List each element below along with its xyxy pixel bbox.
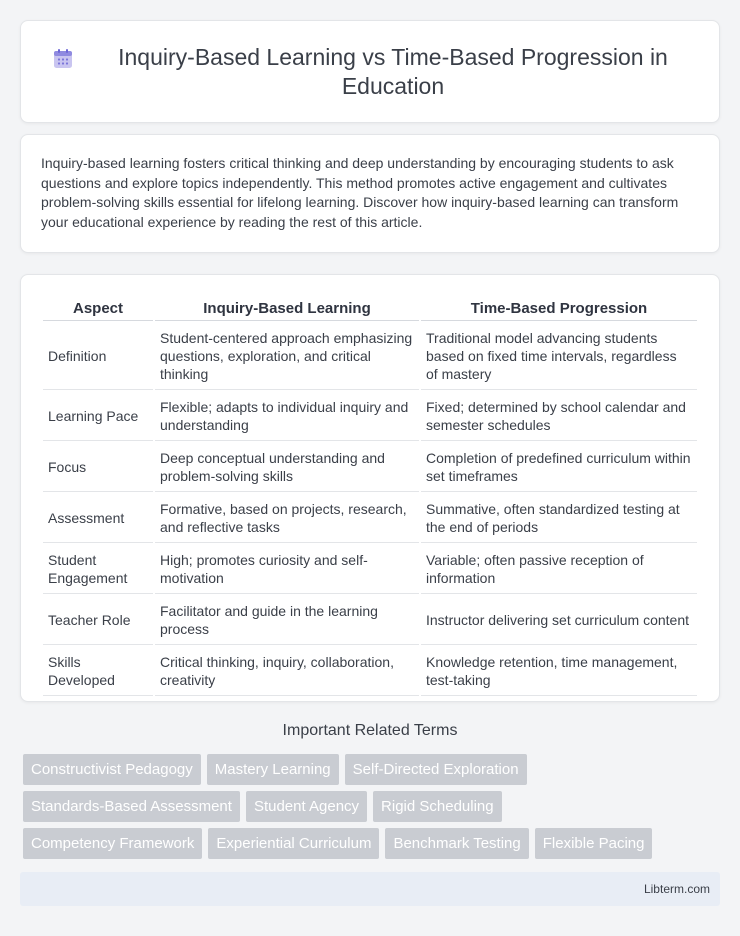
header-aspect: Aspect xyxy=(43,297,153,321)
aspect-cell: Teacher Role xyxy=(43,596,153,645)
comparison-table xyxy=(41,295,699,698)
time-cell: Fixed; determined by school calendar and semester schedules xyxy=(421,392,697,441)
aspect-cell: Assessment xyxy=(43,494,153,543)
term-tag[interactable]: Experiential Curriculum xyxy=(208,828,379,859)
time-cell: Completion of predefined curriculum within set timeframes xyxy=(421,443,697,492)
term-tag[interactable]: Competency Framework xyxy=(23,828,202,859)
table-row xyxy=(43,494,697,543)
term-row xyxy=(23,828,723,859)
page-title: Inquiry-Based Learning vs Time-Based Progression in Education xyxy=(118,43,668,99)
aspect-cell: Definition xyxy=(43,323,153,390)
related-terms-heading: Important Related Terms xyxy=(282,722,458,739)
table-row xyxy=(43,545,697,594)
aspect-cell: Skills Developed xyxy=(43,647,153,696)
title-card xyxy=(20,20,720,123)
aspect-cell: Student Engagement xyxy=(43,545,153,594)
inquiry-cell: Critical thinking, inquiry, collaboration, creativity xyxy=(155,647,419,696)
term-tag[interactable]: Self-Directed Exploration xyxy=(345,754,527,785)
term-tag[interactable]: Constructivist Pedagogy xyxy=(23,754,201,785)
inquiry-cell: Facilitator and guide in the learning process xyxy=(155,596,419,645)
inquiry-cell: Flexible; adapts to individual inquiry and understanding xyxy=(155,392,419,441)
time-cell: Summative, often standardized testing at the end of periods xyxy=(421,494,697,543)
related-terms xyxy=(23,754,723,865)
inquiry-cell: Formative, based on projects, research, and reflective tasks xyxy=(155,494,419,543)
title-wrap xyxy=(21,43,719,101)
term-tag[interactable]: Rigid Scheduling xyxy=(373,791,502,822)
term-row xyxy=(23,791,723,822)
time-cell: Instructor delivering set curriculum content xyxy=(421,596,697,645)
term-tag[interactable]: Mastery Learning xyxy=(207,754,339,785)
term-tag[interactable]: Benchmark Testing xyxy=(385,828,528,859)
table-row xyxy=(43,647,697,696)
inquiry-cell: High; promotes curiosity and self-motivation xyxy=(155,545,419,594)
table-row xyxy=(43,392,697,441)
time-cell: Knowledge retention, time management, test-taking xyxy=(421,647,697,696)
inquiry-cell: Deep conceptual understanding and problem-solving skills xyxy=(155,443,419,492)
aspect-cell: Focus xyxy=(43,443,153,492)
table-header-row xyxy=(43,297,697,321)
term-tag[interactable]: Flexible Pacing xyxy=(535,828,653,859)
inquiry-cell: Student-centered approach emphasizing questions, exploration, and critical thinking xyxy=(155,323,419,390)
calendar-icon xyxy=(51,47,75,71)
table-row xyxy=(43,323,697,390)
time-cell: Variable; often passive reception of information xyxy=(421,545,697,594)
table-row xyxy=(43,443,697,492)
term-tag[interactable]: Standards-Based Assessment xyxy=(23,791,240,822)
intro-paragraph: Inquiry-based learning fosters critical thinking and deep understanding by encouraging students to ask questions and explore topics independently. This method promotes active engagement and cultivates problem-solving skills essential for lifelong learning. Discover how inquiry-based learning can transform your educational experience by reading the rest of this article. xyxy=(41,155,679,230)
term-row xyxy=(23,754,723,785)
table-row xyxy=(43,596,697,645)
intro-card xyxy=(20,134,720,253)
footer-site-link[interactable]: Libterm.com xyxy=(643,882,710,896)
aspect-cell: Learning Pace xyxy=(43,392,153,441)
term-tag[interactable]: Student Agency xyxy=(246,791,367,822)
comparison-card xyxy=(20,274,720,702)
header-inquiry-based: Inquiry-Based Learning xyxy=(155,297,419,321)
time-cell: Traditional model advancing students based on fixed time intervals, regardless of mastery xyxy=(421,323,697,390)
header-time-based: Time-Based Progression xyxy=(421,297,697,321)
footer xyxy=(20,872,720,906)
